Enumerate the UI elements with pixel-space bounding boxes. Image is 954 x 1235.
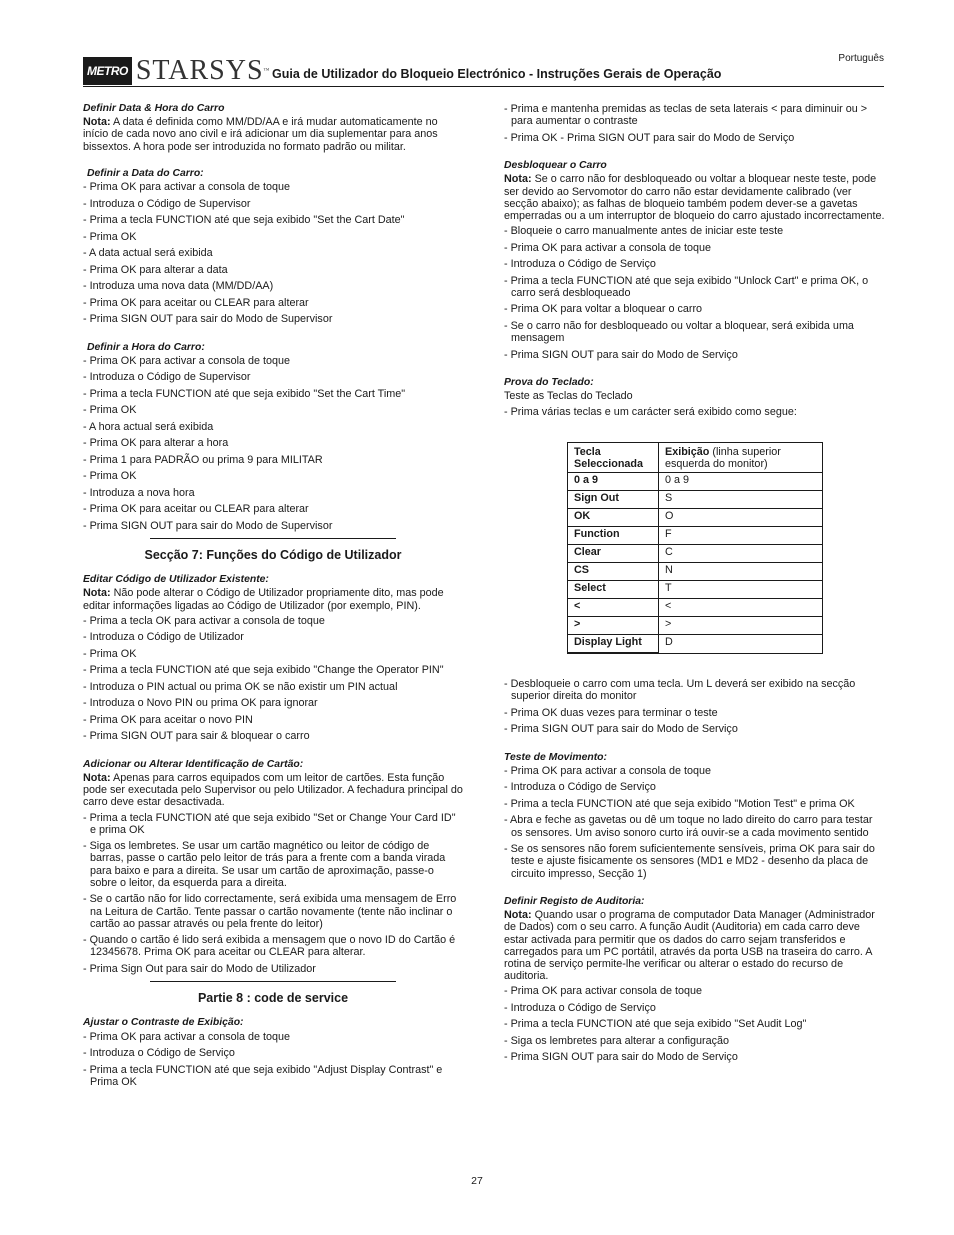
- key-cell: Display Light: [568, 635, 659, 653]
- step-item: - Prima OK para activar a consola de toque: [504, 765, 886, 777]
- key-display-table: [567, 442, 823, 654]
- step-item: - Prima SIGN OUT para sair do Modo de Serviço: [504, 349, 886, 361]
- step-item: - Introduza o Código de Supervisor: [83, 371, 463, 383]
- step-item: - Prima 1 para PADRÃO ou prima 9 para MILITAR: [83, 454, 463, 466]
- step-item: - Introduza o Código de Serviço: [504, 1002, 886, 1014]
- step-item: - Introduza o Código de Serviço: [83, 1047, 463, 1059]
- step-item: - Introduza o PIN actual ou prima OK se não existir um PIN actual: [83, 681, 463, 693]
- display-cell: >: [659, 617, 822, 635]
- step-item: - Introduza o Código de Serviço: [504, 781, 886, 793]
- step-item: - Introduza o Código de Serviço: [504, 258, 886, 270]
- key-cell: >: [568, 617, 659, 635]
- display-cell: F: [659, 527, 822, 545]
- step-item: - A hora actual será exibida: [83, 421, 463, 433]
- key-cell: 0 a 9: [568, 473, 659, 491]
- step-item: - Desbloqueie o carro com uma tecla. Um L deverá ser exibido na secção superior direita do monitor: [504, 678, 886, 702]
- key-cell: Sign Out: [568, 491, 659, 509]
- section-heading: Adicionar ou Alterar Identificação de Cartão:: [83, 758, 304, 770]
- display-cell: O: [659, 509, 822, 527]
- step-item: - A data actual será exibida: [83, 247, 463, 259]
- table-row: [568, 617, 822, 635]
- note-paragraph: Nota: Apenas para carros equipados com um leitor de cartões. Esta função pode ser executada pelo Supervisor ou pelo Utilizador. A fechadura principal do carro deve estar desactivada.: [83, 771, 463, 809]
- right-column: [504, 103, 886, 1068]
- display-cell: S: [659, 491, 822, 509]
- document-title: Guia de Utilizador do Bloqueio Electrónico - Instruções Gerais de Operação: [272, 67, 722, 81]
- table-header-key: Tecla Seleccionada: [568, 443, 659, 473]
- table-header-value: Exibição (linha superior esquerda do monitor): [659, 443, 822, 473]
- step-list: [504, 225, 886, 361]
- step-item: - Se os sensores não forem suficientemente sensíveis, prima OK para sair do teste e ajuste fisicamente os sensores (MD1 e MD2 - desenho da placa de circuito impresso, Secção 1): [504, 843, 886, 880]
- table-row: [568, 491, 822, 509]
- step-item: - Introduza o Código de Utilizador: [83, 631, 463, 643]
- step-item: - Se o cartão não for lido correctamente, será exibida uma mensagem de Erro na Leitura de Cartão. Tente passar o cartão novamente (tente não inclinar o cartão ao passar através ou pela frente do leitor): [83, 893, 463, 930]
- step-item: - Prima OK - Prima SIGN OUT para sair do Modo de Serviço: [504, 132, 886, 144]
- step-item: - Introduza o Código de Supervisor: [83, 198, 463, 210]
- step-list: [504, 985, 886, 1063]
- step-item: - Prima a tecla FUNCTION até que seja exibido "Unlock Cart" e prima OK, o carro será desbloqueado: [504, 275, 886, 299]
- step-list: [504, 765, 886, 880]
- step-item: - Prima SIGN OUT para sair & bloquear o carro: [83, 730, 463, 742]
- step-item: - Prima a tecla FUNCTION até que seja exibido "Set the Cart Date": [83, 214, 463, 226]
- step-item: - Prima OK para activar a consola de toque: [83, 355, 463, 367]
- step-item: - Prima e mantenha premidas as teclas de seta laterais < para diminuir ou > para aumentar o contraste: [504, 103, 886, 127]
- step-item: - Prima OK para activar a consola de toque: [83, 1031, 463, 1043]
- left-column: [83, 103, 463, 1092]
- section-heading: Prova do Teclado:: [504, 377, 594, 389]
- display-cell: C: [659, 545, 822, 563]
- step-list: [83, 181, 463, 325]
- header-divider: [83, 86, 884, 87]
- display-cell: N: [659, 563, 822, 581]
- step-item: - Prima a tecla FUNCTION até que seja exibido "Motion Test" e prima OK: [504, 798, 886, 810]
- step-item: - Introduza o Novo PIN ou prima OK para ignorar: [83, 697, 463, 709]
- key-cell: Clear: [568, 545, 659, 563]
- intro-text: Teste as Teclas do Teclado: [504, 390, 633, 403]
- step-item: - Prima OK para activar consola de toque: [504, 985, 886, 997]
- section-divider: [150, 538, 396, 539]
- section-heading: Definir a Hora do Carro:: [87, 341, 205, 353]
- step-item: - Prima a tecla FUNCTION até que seja exibido "Adjust Display Contrast" e Prima OK: [83, 1064, 463, 1088]
- section-heading: Desbloquear o Carro: [504, 160, 607, 172]
- step-item: - Prima OK para alterar a hora: [83, 437, 463, 449]
- note-paragraph: Nota: A data é definida como MM/DD/AA e irá mudar automaticamente no início de cada novo ano civil e irá adicionar um dia suplementar para anos bissextos. A hora pode ser introduzida no formato padrão ou militar.: [83, 116, 438, 153]
- step-item: - Prima a tecla FUNCTION até que seja exibido "Change the Operator PIN": [83, 664, 463, 676]
- step-list: [504, 406, 886, 418]
- table-row: [568, 509, 822, 527]
- section-heading: Definir Registo de Auditoria:: [504, 896, 645, 908]
- step-item: - Prima OK duas vezes para terminar o teste: [504, 707, 886, 719]
- step-item: - Prima SIGN OUT para sair do Modo de Serviço: [504, 723, 886, 735]
- step-list: [83, 812, 463, 976]
- step-item: - Prima OK para aceitar o novo PIN: [83, 714, 463, 726]
- step-item: - Prima a tecla FUNCTION até que seja exibido "Set or Change Your Card ID" e prima OK: [83, 812, 463, 836]
- step-list: [83, 615, 463, 743]
- step-item: - Prima OK: [83, 404, 463, 416]
- step-item: - Prima OK para aceitar ou CLEAR para alterar: [83, 503, 463, 515]
- table-header-row: [568, 443, 822, 473]
- logo-starsys: STARSYS™: [135, 55, 271, 86]
- step-list: [504, 678, 886, 735]
- table-row: [568, 545, 822, 563]
- key-cell: Function: [568, 527, 659, 545]
- display-cell: D: [665, 636, 673, 649]
- step-item: - Bloqueie o carro manualmente antes de iniciar este teste: [504, 225, 886, 237]
- table-row: [568, 599, 822, 617]
- step-item: - Prima OK: [83, 648, 463, 660]
- step-item: - Prima OK para voltar a bloquear o carro: [504, 303, 886, 315]
- note-paragraph: Nota: Não pode alterar o Código de Utilizador propriamente dito, mas pode editar informações ligadas ao Código de Utilizador (por exemplo, PIN).: [83, 587, 444, 612]
- step-item: - Se o carro não for desbloqueado ou voltar a bloquear, será exibida uma mensagem: [504, 320, 886, 344]
- step-list: [83, 1031, 463, 1088]
- section-title: Secção 7: Funções do Código de Utilizador: [144, 547, 402, 562]
- section-heading: Definir Data & Hora do Carro: [83, 103, 225, 114]
- step-item: - Prima OK para alterar a data: [83, 264, 463, 276]
- section-title: Partie 8 : code de service: [197, 991, 349, 1006]
- key-cell: <: [568, 599, 659, 617]
- step-item: - Prima OK para aceitar ou CLEAR para alterar: [83, 297, 463, 309]
- key-cell: CS: [568, 563, 659, 581]
- step-item: - Siga os lembretes. Se usar um cartão magnético ou leitor de código de barras, passe o cartão pelo leitor de trás para a frente com a banda virada para baixo e para a direita. Se usar um cartão de aproximação, passe-o sobre o leitor, da esquerda para a direita.: [83, 840, 463, 889]
- step-item: - Siga os lembretes para alterar a configuração: [504, 1035, 886, 1047]
- table-row: [568, 473, 822, 491]
- section-heading: Teste de Movimento:: [504, 751, 607, 763]
- step-item: - Introduza a nova hora: [83, 487, 463, 499]
- section-divider: [150, 981, 396, 982]
- language-label: Português: [838, 53, 884, 64]
- display-cell: 0 a 9: [659, 473, 822, 491]
- step-item: - Quando o cartão é lido será exibida a mensagem que o novo ID do Cartão é 12345678. Prima OK para aceitar ou CLEAR para alterar.: [83, 934, 463, 958]
- step-item: - Prima OK para activar a consola de toque: [504, 242, 886, 254]
- note-paragraph: Nota: Quando usar o programa de computador Data Manager (Administrador de Dados) com o seu carro. A função Audit (Auditoria) em cada carro deve estar activada para permitir que os dados do carro sejam transferidos e carregados para um PC portátil, através da porta USB na traseira do carro. A rotina de serviço permite-lhe verificar ou alterar o estado do recurso de auditoria.: [504, 909, 875, 983]
- step-item: - Prima OK: [83, 231, 463, 243]
- step-item: - Prima SIGN OUT para sair do Modo de Supervisor: [83, 520, 463, 532]
- step-item: - Prima a tecla OK para activar a consola de toque: [83, 615, 463, 627]
- step-item: - Abra e feche as gavetas ou dê um toque no lado direito do carro para testar os sensores. Um aviso sonoro curto irá ouvir-se a cada movimento sentido: [504, 814, 886, 838]
- key-cell: Select: [568, 581, 659, 599]
- step-item: - Introduza uma nova data (MM/DD/AA): [83, 280, 463, 292]
- table-row: [568, 527, 822, 545]
- section-heading: Ajustar o Contraste de Exibição:: [83, 1017, 244, 1029]
- step-item: - Prima OK para activar a consola de toque: [83, 181, 463, 193]
- table-row: [568, 635, 822, 653]
- page-number: 27: [471, 1175, 483, 1187]
- logo-metro: METRO: [83, 57, 132, 85]
- metro-starsys-logo: [83, 55, 270, 87]
- step-list: [83, 355, 463, 532]
- step-item: - Prima SIGN OUT para sair do Modo de Supervisor: [83, 313, 463, 325]
- step-item: - Prima a tecla FUNCTION até que seja exibido "Set Audit Log": [504, 1018, 886, 1030]
- display-cell: <: [659, 599, 822, 617]
- step-item: - Prima OK: [83, 470, 463, 482]
- key-cell: OK: [568, 509, 659, 527]
- display-cell: T: [659, 581, 822, 599]
- table-row: [568, 581, 822, 599]
- table-row: [568, 563, 822, 581]
- step-item: - Prima a tecla FUNCTION até que seja exibido "Set the Cart Time": [83, 388, 463, 400]
- section-heading: Editar Código de Utilizador Existente:: [83, 574, 269, 586]
- note-paragraph: Nota: Se o carro não for desbloqueado ou voltar a bloquear neste teste, pode ser devido ao Servomotor do carro não estar devidamente calibrado (ver secção abaixo); as falhas de bloqueio também podem dever-se a gavetas emperradas ou a um interruptor de bloqueio do carro ajustado incorrectamente.: [504, 173, 885, 223]
- step-item: - Prima Sign Out para sair do Modo de Utilizador: [83, 963, 463, 975]
- section-heading: Definir a Data do Carro:: [87, 167, 204, 179]
- step-item: - Prima várias teclas e um carácter será exibido como segue:: [504, 406, 886, 418]
- step-item: - Prima SIGN OUT para sair do Modo de Serviço: [504, 1051, 886, 1063]
- step-list: [504, 103, 886, 144]
